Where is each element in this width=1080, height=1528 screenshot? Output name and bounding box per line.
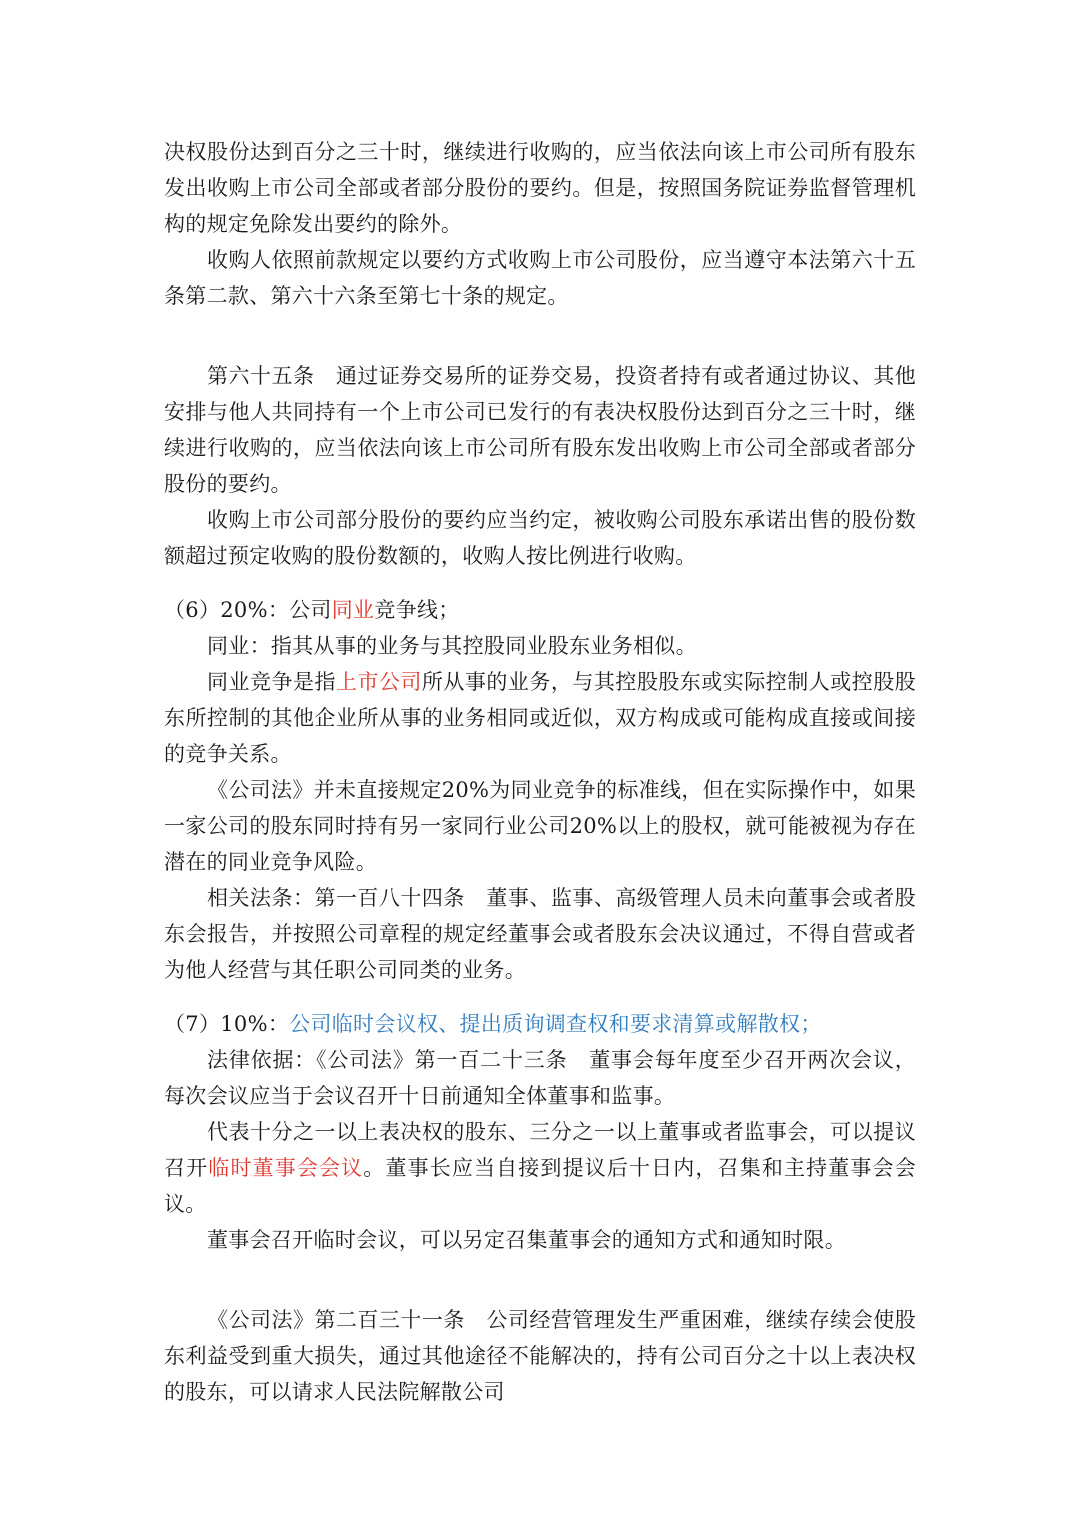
section-6-heading-highlight: 同业 [331,598,375,622]
paragraph-offer-rules: 收购人依照前款规定以要约方式收购上市公司股份，应当遵守本法第六十五条第二款、第六十六条至第七十条的规定。 [164,248,916,308]
competition-definition-suffix: 所从事的业务，与其控股股东或实际控制人或控股股东所控制的其他企业所从事的业务相同或近似，双方构成或可能构成直接或间接的竞争关系。 [164,670,916,766]
section-7-heading-highlight: 公司临时会议权、提出质询调查权和要求清算或解散权； [289,1012,822,1036]
paragraph-20-percent-note: 《公司法》并未直接规定20%为同业竞争的标准线，但在实际操作中，如果一家公司的股东同时持有另一家同行业公司20%以上的股权，就可能被视为存在潜在的同业竞争风险。 [164,778,916,874]
paragraph-article-231: 《公司法》第二百三十一条 公司经营管理发生严重困难，继续存续会使股东利益受到重大损失，通过其他途径不能解决的，持有公司百分之十以上表决权的股东，可以请求人民法院解散公司 [164,1308,916,1404]
section-7-heading-prefix: （7）10%： [164,1012,290,1036]
section-7-heading [164,1006,916,1042]
paragraph-interim-notice: 董事会召开临时会议，可以另定召集董事会的通知方式和通知时限。 [207,1228,846,1252]
interim-meeting-suffix: 。董事长应当自接到提议后十日内，召集和主持董事会会议。 [164,1156,916,1216]
document-page [164,134,916,1410]
section-6-heading [164,592,916,628]
paragraph-competition-definition [164,664,916,772]
competition-definition-prefix: 同业竞争是指 [207,670,336,694]
interim-meeting-prefix: 代表十分之一以上表决权的股东、三分之一以上董事或者监事会，可以提议召开 [164,1120,916,1180]
section-6-heading-prefix: （6）20%：公司 [164,598,332,622]
paragraph-article-123: 法律依据：《公司法》第一百二十三条 董事会每年度至少召开两次会议，每次会议应当于会议召开十日前通知全体董事和监事。 [164,1048,916,1108]
paragraph-partial-offer: 收购上市公司部分股份的要约应当约定，被收购公司股东承诺出售的股份数额超过预定收购的股份数额的，收购人按比例进行收购。 [164,508,916,568]
paragraph-article-65: 第六十五条 通过证券交易所的证券交易，投资者持有或者通过协议、其他安排与他人共同持有一个上市公司已发行的有表决权股份达到百分之三十时，继续进行收购的，应当依法向该上市公司所有股东发出收购上市公司全部或者部分股份的要约。 [164,364,916,496]
paragraph-interim-meeting [164,1114,916,1222]
paragraph-article-184: 相关法条：第一百八十四条 董事、监事、高级管理人员未向董事会或者股东会报告，并按照公司章程的规定经董事会或者股东会决议通过，不得自营或者为他人经营与其任职公司同类的业务。 [164,886,916,982]
paragraph-same-industry-definition: 同业：指其从事的业务与其控股同业股东业务相似。 [207,634,697,658]
competition-definition-highlight: 上市公司 [335,670,422,694]
section-6-heading-suffix: 竞争线； [374,598,460,622]
paragraph-acquisition-continued: 决权股份达到百分之三十时，继续进行收购的，应当依法向该上市公司所有股东发出收购上市公司全部或者部分股份的要约。但是，按照国务院证券监督管理机构的规定免除发出要约的除外。 [164,140,916,236]
interim-meeting-highlight: 临时董事会会议 [208,1156,364,1180]
